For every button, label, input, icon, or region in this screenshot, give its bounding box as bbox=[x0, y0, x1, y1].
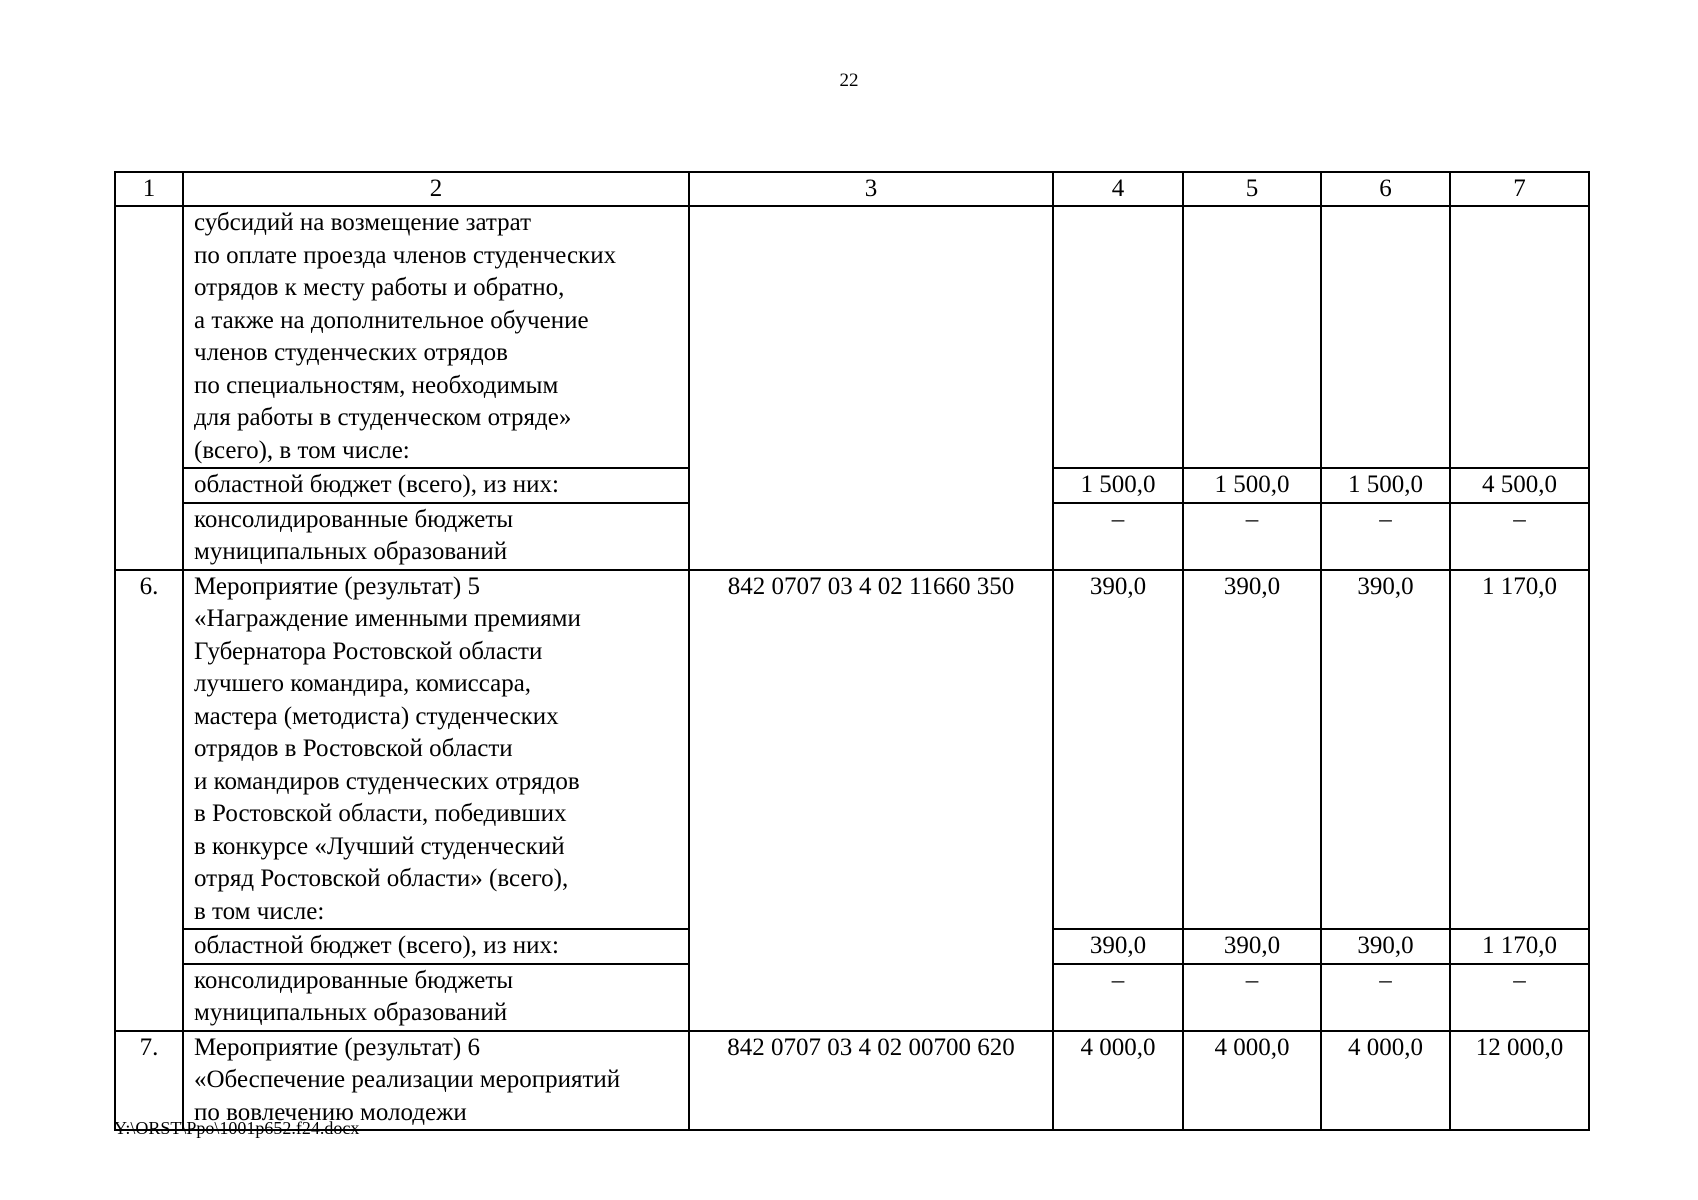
value-cell: 390,0 bbox=[1053, 570, 1183, 930]
regional-budget-label: областной бюджет (всего), из них: bbox=[183, 468, 689, 503]
table-row bbox=[115, 570, 1589, 930]
table-row bbox=[115, 206, 1589, 468]
table-row bbox=[115, 1031, 1589, 1131]
budget-code-cell bbox=[689, 206, 1053, 570]
header-row bbox=[115, 172, 1589, 206]
header-cell: 4 bbox=[1053, 172, 1183, 206]
municipal-budget-label: консолидированные бюджеты муниципальных образований bbox=[183, 964, 689, 1031]
row-number-cell: 7. bbox=[115, 1031, 183, 1131]
activity-description: Мероприятие (результат) 6 «Обеспечение реализации мероприятий по вовлечению молодежи bbox=[183, 1031, 689, 1131]
header-cell: 7 bbox=[1450, 172, 1589, 206]
header-cell: 3 bbox=[689, 172, 1053, 206]
value-cell: – bbox=[1183, 503, 1321, 570]
value-cell: 4 000,0 bbox=[1321, 1031, 1450, 1131]
value-cell: 4 500,0 bbox=[1450, 468, 1589, 503]
budget-table bbox=[114, 171, 1590, 1131]
activity-description: субсидий на возмещение затрат по оплате проезда членов студенческих отрядов к месту работы и обратно, а также на дополнительное обучение членов студенческих отрядов по специальностям, необходимым для работы в студенческом отряде» (всего), в том числе: bbox=[183, 206, 689, 468]
value-cell bbox=[1450, 206, 1589, 468]
activity-description: Мероприятие (результат) 5 «Награждение именными премиями Губернатора Ростовской области лучшего командира, комиссара, мастера (методиста) студенческих отрядов в Ростовской области и командиров студенческих отрядов в Ростовской области, победивших в конкурсе «Лучший студенческий отряд Ростовской области» (всего), в том числе: bbox=[183, 570, 689, 930]
value-cell: 1 500,0 bbox=[1183, 468, 1321, 503]
value-cell: 1 170,0 bbox=[1450, 570, 1589, 930]
header-cell: 5 bbox=[1183, 172, 1321, 206]
header-cell: 2 bbox=[183, 172, 689, 206]
value-cell: 1 500,0 bbox=[1321, 468, 1450, 503]
value-cell: 390,0 bbox=[1183, 570, 1321, 930]
value-cell: – bbox=[1450, 964, 1589, 1031]
value-cell: 390,0 bbox=[1321, 570, 1450, 930]
value-cell: – bbox=[1321, 503, 1450, 570]
value-cell: – bbox=[1321, 964, 1450, 1031]
header-cell: 6 bbox=[1321, 172, 1450, 206]
value-cell: – bbox=[1450, 503, 1589, 570]
value-cell: 390,0 bbox=[1321, 929, 1450, 964]
budget-code-cell: 842 0707 03 4 02 11660 350 bbox=[689, 570, 1053, 1031]
value-cell: 1 500,0 bbox=[1053, 468, 1183, 503]
value-cell: – bbox=[1053, 503, 1183, 570]
value-cell: 12 000,0 bbox=[1450, 1031, 1589, 1131]
value-cell: 1 170,0 bbox=[1450, 929, 1589, 964]
value-cell: 4 000,0 bbox=[1053, 1031, 1183, 1131]
value-cell: 390,0 bbox=[1053, 929, 1183, 964]
file-path-footer: Y:\ORST\Ppo\1001p652.f24.docx bbox=[114, 1118, 360, 1138]
municipal-budget-label: консолидированные бюджеты муниципальных образований bbox=[183, 503, 689, 570]
value-cell: – bbox=[1183, 964, 1321, 1031]
page-number: 22 bbox=[839, 70, 859, 91]
row-number-cell bbox=[115, 206, 183, 570]
row-number-cell: 6. bbox=[115, 570, 183, 1031]
value-cell: 390,0 bbox=[1183, 929, 1321, 964]
header-cell: 1 bbox=[115, 172, 183, 206]
value-cell: 4 000,0 bbox=[1183, 1031, 1321, 1131]
budget-code-cell: 842 0707 03 4 02 00700 620 bbox=[689, 1031, 1053, 1131]
value-cell bbox=[1321, 206, 1450, 468]
regional-budget-label: областной бюджет (всего), из них: bbox=[183, 929, 689, 964]
value-cell bbox=[1183, 206, 1321, 468]
value-cell bbox=[1053, 206, 1183, 468]
value-cell: – bbox=[1053, 964, 1183, 1031]
